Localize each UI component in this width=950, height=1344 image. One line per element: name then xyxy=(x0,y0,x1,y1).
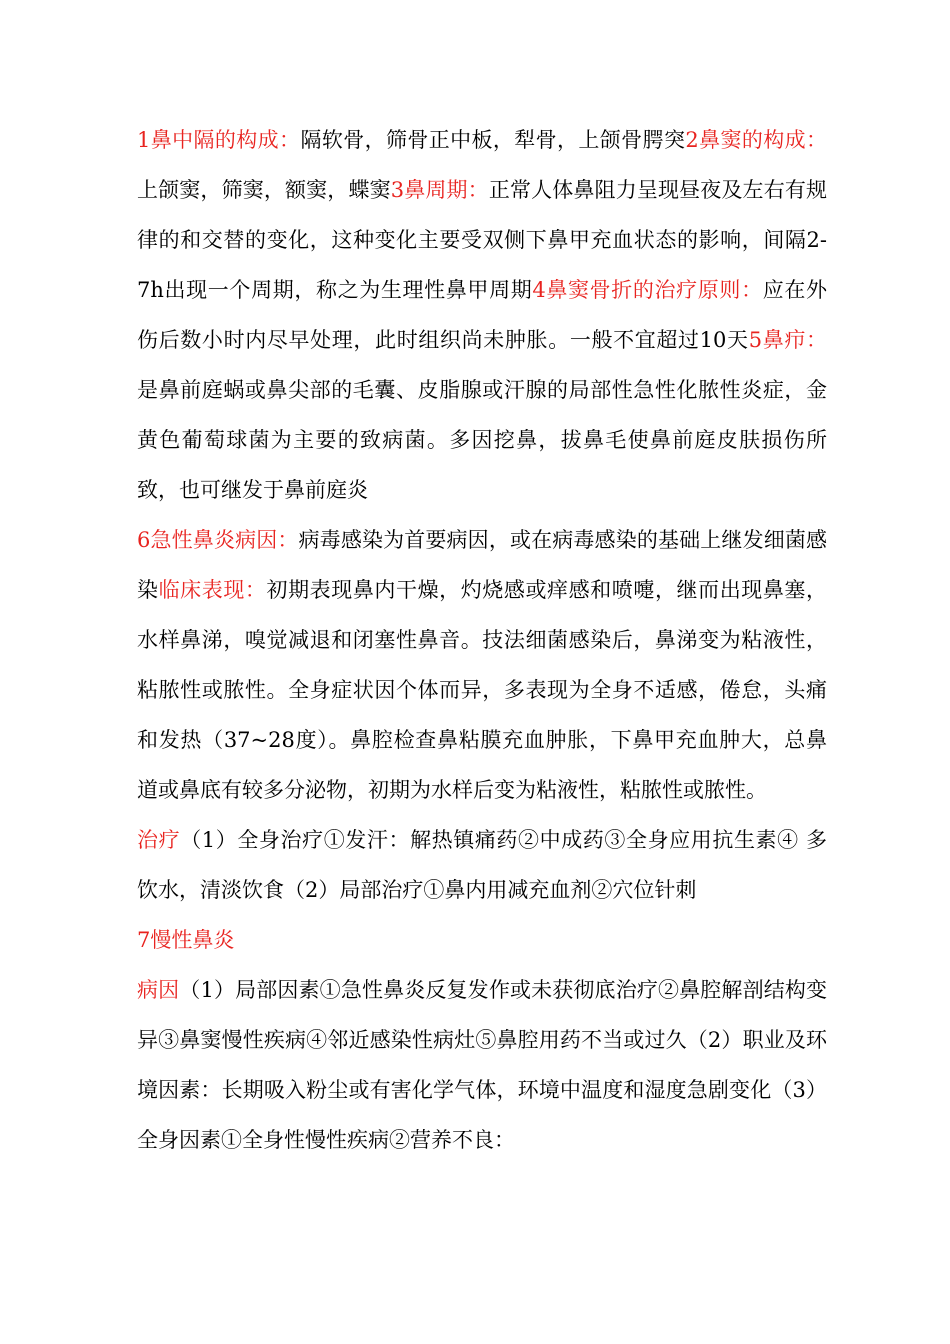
body-nasal-septum: 隔软骨，筛骨正中板，犁骨，上颌骨腭突 xyxy=(300,128,686,152)
paragraph-acute-rhinitis xyxy=(137,515,827,815)
body-clinical-manifestation: 初期表现鼻内干燥，灼烧感或痒感和喷嚏，继而出现鼻塞，水样鼻涕，嗅觉减退和闭塞性鼻音。技法细菌感染后，鼻涕变为粘液性，粘脓性或脓性。全身症状因个体而异，多表现为全身不适感，倦怠，头痛和发热（37~28度）。鼻腔检查鼻粘膜充血肿胀，下鼻甲充血肿大，总鼻道或鼻底有较多分泌物，初期为水样后变为粘液性，粘脓性或脓性。 xyxy=(137,578,828,802)
heading-clinical-manifestation: 临床表现： xyxy=(158,578,267,602)
paragraph-chronic-rhinitis-title xyxy=(137,915,827,965)
heading-nasal-cycle: 3鼻周期： xyxy=(390,178,489,202)
heading-acute-rhinitis-cause: 6急性鼻炎病因： xyxy=(137,528,299,552)
body-nasal-cycle: 正常人体鼻阻力呈现昼夜及左右有规律的和交替的变化，这种变化主要受双侧下鼻甲充血状态的影响，间隔2-7h出现一个周期，称之为生理性鼻甲周期 xyxy=(137,178,827,302)
heading-cause: 病因 xyxy=(137,978,180,1002)
heading-chronic-rhinitis: 7慢性鼻炎 xyxy=(137,928,235,952)
body-sinus-fracture: 应在外伤后数小时内尽早处理，此时组织尚未肿胀。一般不宜超过10天 xyxy=(137,278,827,352)
document-page xyxy=(137,115,827,1165)
paragraph-nasal-anatomy xyxy=(137,115,827,515)
heading-sinus-fracture: 4鼻窦骨折的治疗原则： xyxy=(532,278,763,302)
paragraph-treatment xyxy=(137,815,827,915)
heading-treatment: 治疗 xyxy=(137,828,181,852)
body-nasal-furuncle: 是鼻前庭蜗或鼻尖部的毛囊、皮脂腺或汗腺的局部性急性化脓性炎症，金黄色葡萄球菌为主要的致病菌。多因挖鼻，拔鼻毛使鼻前庭皮肤损伤所致，也可继发于鼻前庭炎 xyxy=(137,378,827,502)
body-cause: （1）局部因素①急性鼻炎反复发作或未获彻底治疗②鼻腔解剖结构变异③鼻窦慢性疾病④邻近感染性病灶⑤鼻腔用药不当或过久（2）职业及环境因素：长期吸入粉尘或有害化学气体，环境中温度和湿度急剧变化（3）全身因素①全身性慢性疾病②营养不良： xyxy=(137,978,828,1152)
body-treatment: （1）全身治疗①发汗：解热镇痛药②中成药③全身应用抗生素④ 多饮水，清淡饮食（2）局部治疗①鼻内用减充血剂②穴位针刺 xyxy=(137,828,827,902)
heading-nasal-furuncle: 5鼻疖： xyxy=(748,328,827,352)
heading-nasal-septum: 1鼻中隔的构成： xyxy=(137,128,301,152)
body-sinus-composition: 上颌窦，筛窦，额窦，蝶窦 xyxy=(137,178,391,202)
heading-sinus-composition: 2鼻窦的构成： xyxy=(685,128,827,152)
paragraph-chronic-rhinitis-cause xyxy=(137,965,827,1165)
body-acute-rhinitis-cause: 病毒感染为首要病因，或在病毒感染的基础上继发细菌感染 xyxy=(137,528,827,602)
